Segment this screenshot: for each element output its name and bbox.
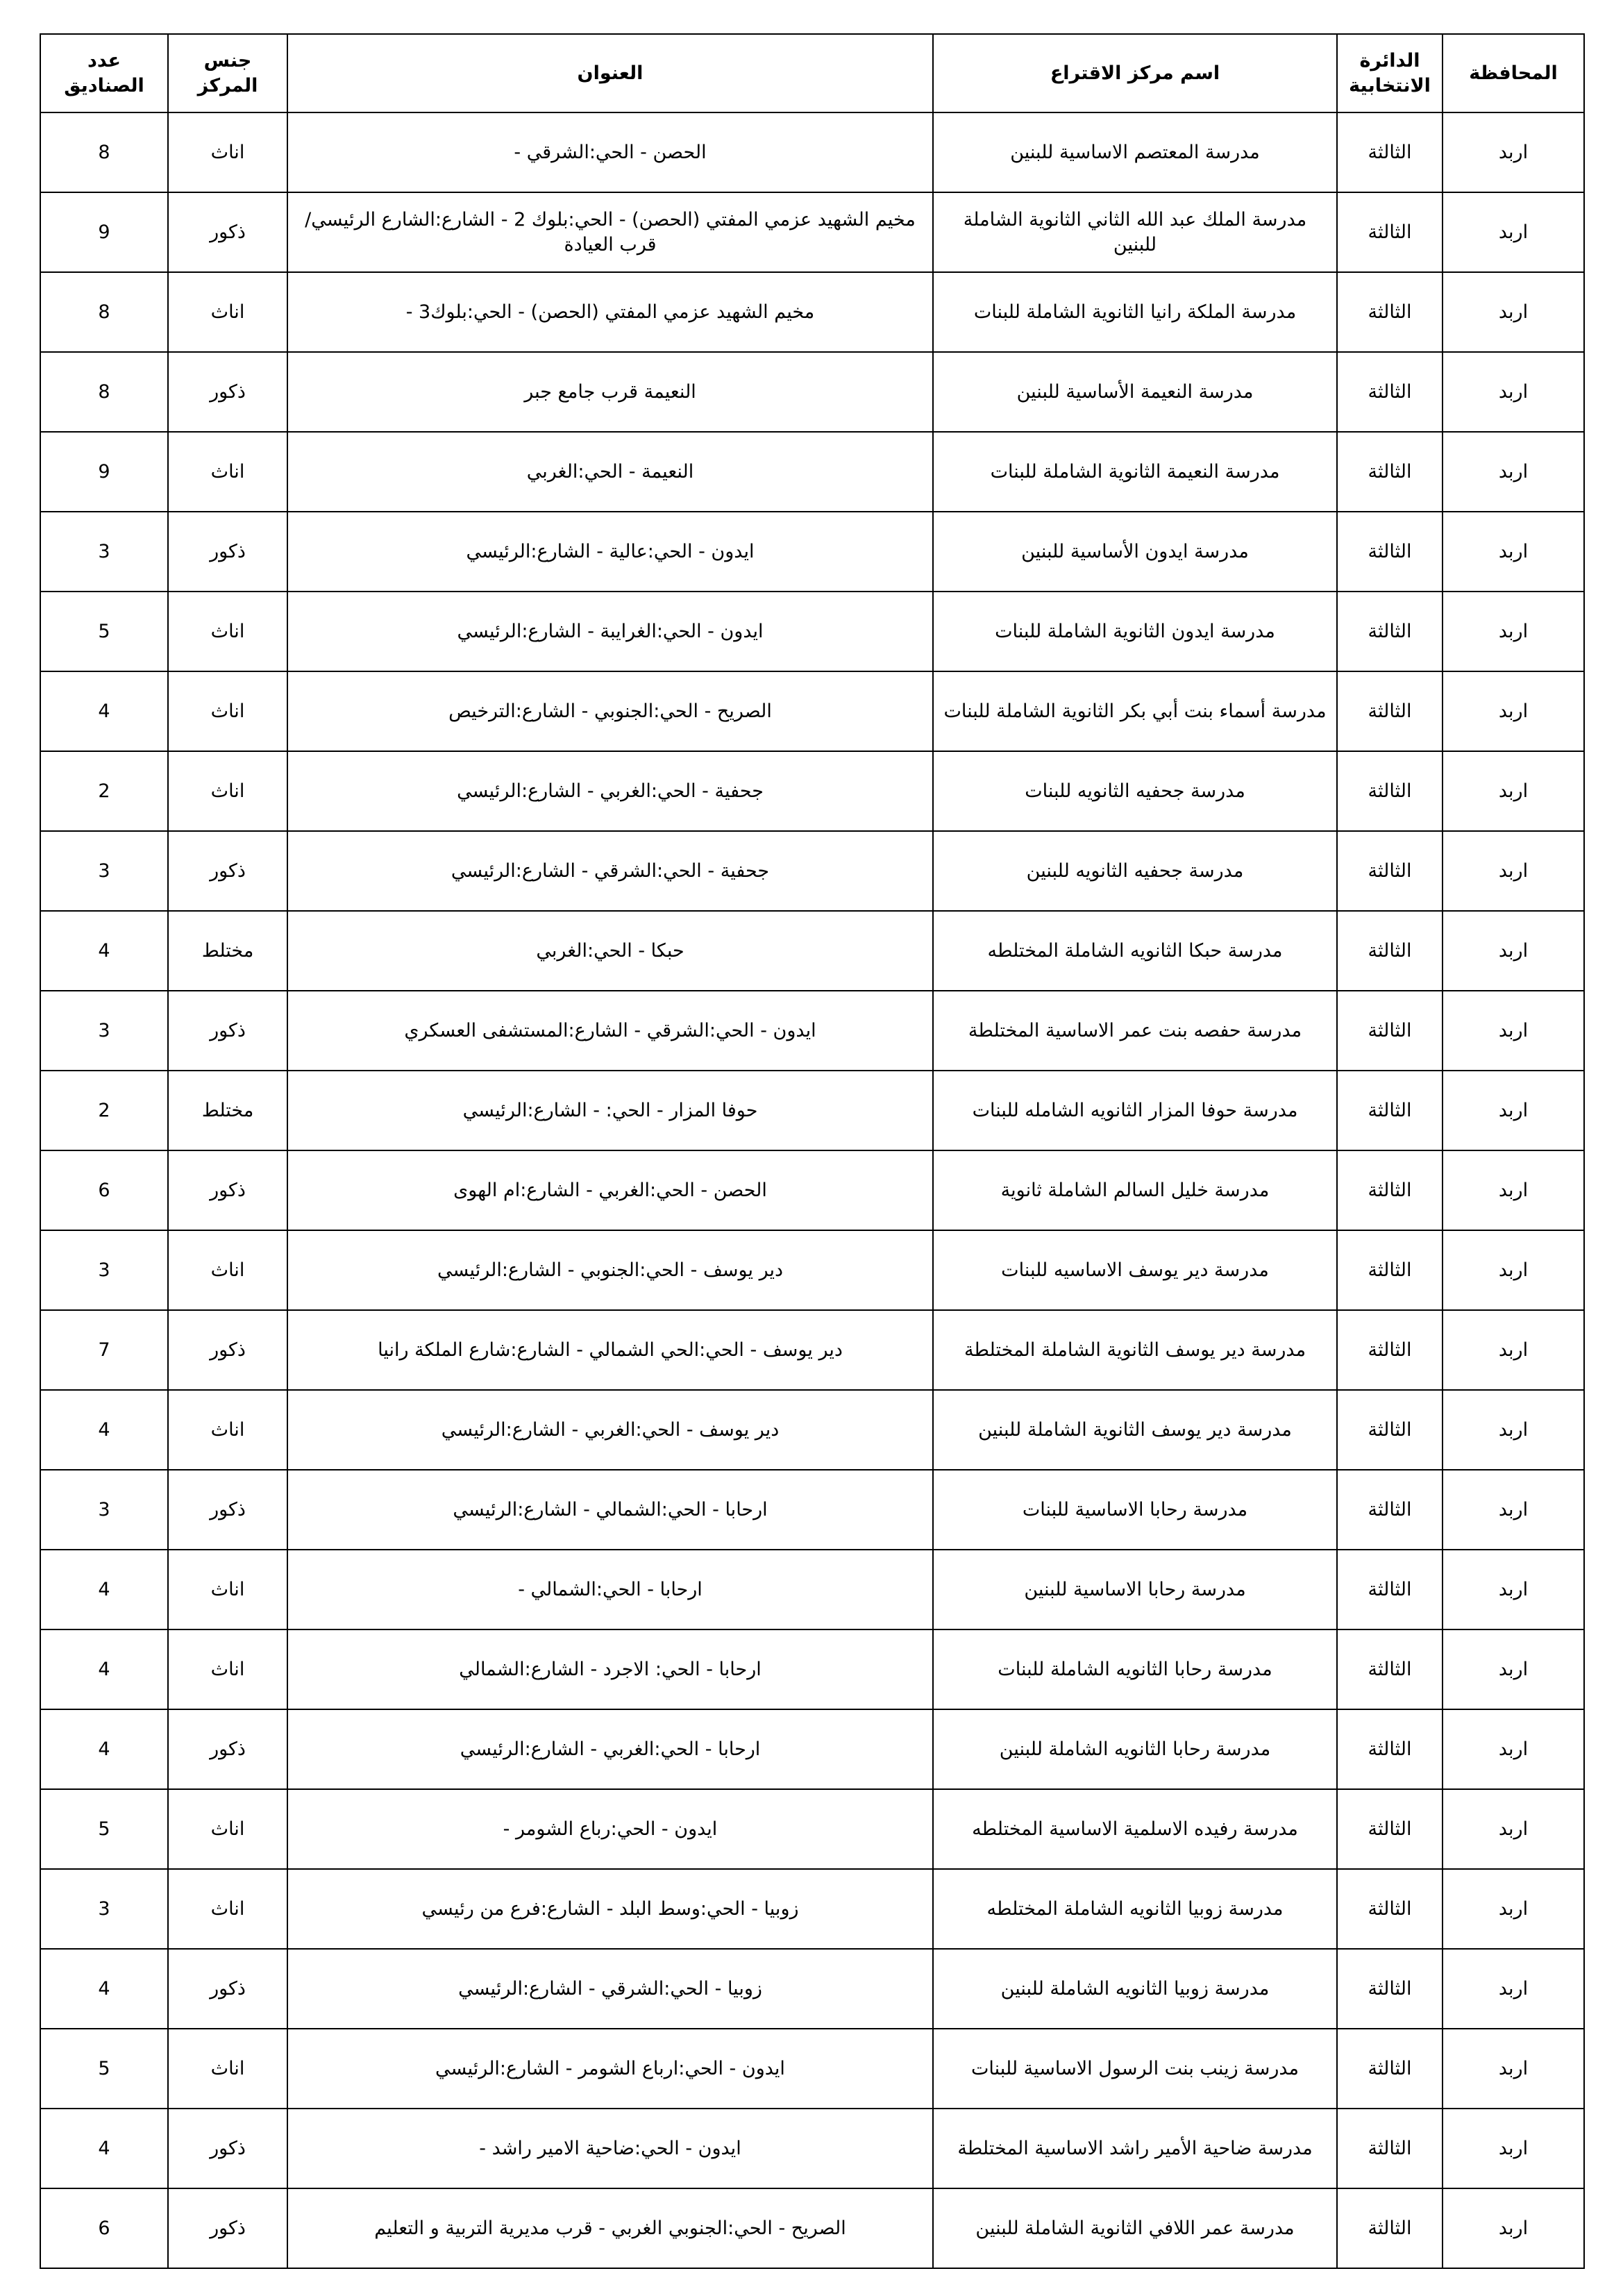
cell-address: دير يوسف - الحي:الحي الشمالي - الشارع:شارع الملكة رانيا — [287, 1310, 933, 1390]
cell-address: ايدون - الحي:الغرايبة - الشارع:الرئيسي — [287, 592, 933, 671]
table-row — [40, 831, 1584, 911]
cell-address: ايدون - الحي:ارباع الشومر - الشارع:الرئيسي — [287, 2029, 933, 2109]
cell-center-type: ذكور — [168, 1470, 287, 1550]
cell-address: الحصن - الحي:الغربي - الشارع:ام الهوى — [287, 1150, 933, 1230]
table-row — [40, 1869, 1584, 1949]
cell-center-name: مدرسة رحابا الاساسية للبنات — [933, 1470, 1337, 1550]
table-row — [40, 592, 1584, 671]
cell-center-name: مدرسة دير يوسف الثانوية الشاملة للبنين — [933, 1390, 1337, 1470]
cell-center-type: ذكور — [168, 991, 287, 1071]
cell-district: الثالثة — [1337, 2029, 1443, 2109]
cell-center-type: ذكور — [168, 1949, 287, 2029]
cell-box-count: 5 — [40, 592, 168, 671]
cell-box-count: 4 — [40, 1629, 168, 1709]
cell-center-name: مدرسة رحابا الاساسية للبنين — [933, 1550, 1337, 1629]
cell-center-type: اناث — [168, 272, 287, 352]
cell-district: الثالثة — [1337, 671, 1443, 751]
table-row — [40, 751, 1584, 831]
table-row — [40, 1470, 1584, 1550]
cell-governorate: اربد — [1443, 991, 1584, 1071]
cell-district: الثالثة — [1337, 432, 1443, 512]
cell-address: ايدون - الحي:الشرقي - الشارع:المستشفى العسكري — [287, 991, 933, 1071]
cell-box-count: 2 — [40, 1071, 168, 1150]
cell-center-type: ذكور — [168, 831, 287, 911]
cell-governorate: اربد — [1443, 831, 1584, 911]
cell-governorate: اربد — [1443, 1789, 1584, 1869]
cell-district: الثالثة — [1337, 991, 1443, 1071]
table-row — [40, 2109, 1584, 2188]
cell-district: الثالثة — [1337, 592, 1443, 671]
cell-address: جحفية - الحي:الغربي - الشارع:الرئيسي — [287, 751, 933, 831]
cell-district: الثالثة — [1337, 1390, 1443, 1470]
cell-governorate: اربد — [1443, 352, 1584, 432]
cell-district: الثالثة — [1337, 1310, 1443, 1390]
table-row — [40, 1949, 1584, 2029]
table-row — [40, 2029, 1584, 2109]
cell-center-name: مدرسة ضاحية الأمير راشد الاساسية المختلطة — [933, 2109, 1337, 2188]
cell-center-type: اناث — [168, 2029, 287, 2109]
header-center-name: اسم مركز الاقتراع — [933, 34, 1337, 112]
cell-governorate: اربد — [1443, 1709, 1584, 1789]
cell-address: مخيم الشهيد عزمي المفتي (الحصن) - الحي:بلوك 2 - الشارع:الشارع الرئيسي/ قرب العيادة — [287, 192, 933, 272]
cell-box-count: 4 — [40, 1949, 168, 2029]
cell-district: الثالثة — [1337, 1869, 1443, 1949]
cell-center-type: اناث — [168, 671, 287, 751]
cell-governorate: اربد — [1443, 512, 1584, 592]
cell-center-type: مختلط — [168, 1071, 287, 1150]
cell-box-count: 7 — [40, 1310, 168, 1390]
cell-governorate: اربد — [1443, 2188, 1584, 2268]
cell-district: الثالثة — [1337, 2188, 1443, 2268]
cell-address: ارحابا - الحي:الشمالي - — [287, 1550, 933, 1629]
cell-box-count: 4 — [40, 1390, 168, 1470]
table-row — [40, 512, 1584, 592]
cell-center-name: مدرسة جحفيه الثانويه للبنات — [933, 751, 1337, 831]
cell-district: الثالثة — [1337, 192, 1443, 272]
header-center-type: جنس المركز — [168, 34, 287, 112]
table-row — [40, 1150, 1584, 1230]
cell-address: حوفا المزار - الحي: - الشارع:الرئيسي — [287, 1071, 933, 1150]
cell-box-count: 9 — [40, 192, 168, 272]
cell-governorate: اربد — [1443, 1470, 1584, 1550]
cell-address: الصريح - الحي:الجنوبي الغربي - قرب مديرية التربية و التعليم — [287, 2188, 933, 2268]
cell-center-type: اناث — [168, 112, 287, 192]
cell-district: الثالثة — [1337, 1949, 1443, 2029]
cell-center-type: ذكور — [168, 2109, 287, 2188]
cell-center-type: ذكور — [168, 192, 287, 272]
table-row — [40, 1310, 1584, 1390]
cell-box-count: 4 — [40, 1550, 168, 1629]
cell-address: دير يوسف - الحي:الجنوبي - الشارع:الرئيسي — [287, 1230, 933, 1310]
cell-box-count: 9 — [40, 432, 168, 512]
cell-box-count: 8 — [40, 112, 168, 192]
cell-governorate: اربد — [1443, 432, 1584, 512]
cell-box-count: 5 — [40, 1789, 168, 1869]
cell-center-name: مدرسة زوبيا الثانويه الشاملة للبنين — [933, 1949, 1337, 2029]
cell-center-name: مدرسة رحابا الثانويه الشاملة للبنين — [933, 1709, 1337, 1789]
cell-address: ايدون - الحي:ضاحية الامير راشد - — [287, 2109, 933, 2188]
cell-box-count: 6 — [40, 1150, 168, 1230]
cell-governorate: اربد — [1443, 671, 1584, 751]
cell-governorate: اربد — [1443, 1150, 1584, 1230]
cell-center-type: ذكور — [168, 1310, 287, 1390]
table-row — [40, 192, 1584, 272]
cell-address: ايدون - الحي:عالية - الشارع:الرئيسي — [287, 512, 933, 592]
cell-center-name: مدرسة دير يوسف الاساسيه للبنات — [933, 1230, 1337, 1310]
cell-governorate: اربد — [1443, 1869, 1584, 1949]
cell-address: النعيمة - الحي:الغربي — [287, 432, 933, 512]
cell-governorate: اربد — [1443, 1949, 1584, 2029]
cell-center-name: مدرسة أسماء بنت أبي بكر الثانوية الشاملة للبنات — [933, 671, 1337, 751]
cell-address: الصريح - الحي:الجنوبي - الشارع:الترخيص — [287, 671, 933, 751]
table-row — [40, 112, 1584, 192]
cell-center-name: مدرسة النعيمة الثانوية الشاملة للبنات — [933, 432, 1337, 512]
header-governorate: المحافظة — [1443, 34, 1584, 112]
cell-district: الثالثة — [1337, 512, 1443, 592]
cell-district: الثالثة — [1337, 352, 1443, 432]
cell-box-count: 3 — [40, 991, 168, 1071]
cell-governorate: اربد — [1443, 1390, 1584, 1470]
cell-box-count: 3 — [40, 1230, 168, 1310]
cell-center-name: مدرسة المعتصم الاساسية للبنين — [933, 112, 1337, 192]
table-row — [40, 911, 1584, 991]
cell-district: الثالثة — [1337, 112, 1443, 192]
cell-address: ارحابا - الحي:الشمالي - الشارع:الرئيسي — [287, 1470, 933, 1550]
cell-governorate: اربد — [1443, 751, 1584, 831]
cell-box-count: 8 — [40, 272, 168, 352]
cell-center-type: اناث — [168, 1550, 287, 1629]
table-row — [40, 1789, 1584, 1869]
cell-center-type: اناث — [168, 751, 287, 831]
cell-governorate: اربد — [1443, 272, 1584, 352]
cell-district: الثالثة — [1337, 1470, 1443, 1550]
cell-center-type: اناث — [168, 1390, 287, 1470]
cell-center-name: مدرسة رفيده الاسلمية الاساسية المختلطه — [933, 1789, 1337, 1869]
table-row — [40, 1390, 1584, 1470]
cell-address: حبكا - الحي:الغربي — [287, 911, 933, 991]
table-row — [40, 1550, 1584, 1629]
cell-box-count: 3 — [40, 1869, 168, 1949]
cell-district: الثالثة — [1337, 911, 1443, 991]
cell-center-type: ذكور — [168, 352, 287, 432]
cell-district: الثالثة — [1337, 1230, 1443, 1310]
cell-box-count: 6 — [40, 2188, 168, 2268]
table-body — [40, 112, 1584, 2268]
table-row — [40, 352, 1584, 432]
table-row — [40, 2188, 1584, 2268]
cell-center-name: مدرسة خليل السالم الشاملة ثانوية — [933, 1150, 1337, 1230]
cell-district: الثالثة — [1337, 831, 1443, 911]
cell-district: الثالثة — [1337, 751, 1443, 831]
cell-box-count: 4 — [40, 2109, 168, 2188]
cell-center-name: مدرسة النعيمة الأساسية للبنين — [933, 352, 1337, 432]
table-row — [40, 1071, 1584, 1150]
cell-address: ارحابا - الحي: الاجرد - الشارع:الشمالي — [287, 1629, 933, 1709]
cell-center-name: مدرسة الملك عبد الله الثاني الثانوية الشاملة للبنين — [933, 192, 1337, 272]
cell-address: الحصن - الحي:الشرقي - — [287, 112, 933, 192]
cell-address: دير يوسف - الحي:الغربي - الشارع:الرئيسي — [287, 1390, 933, 1470]
cell-box-count: 4 — [40, 911, 168, 991]
cell-district: الثالثة — [1337, 1071, 1443, 1150]
table-row — [40, 671, 1584, 751]
cell-center-name: مدرسة زوبيا الثانويه الشاملة المختلطه — [933, 1869, 1337, 1949]
cell-center-name: مدرسة ايدون الثانوية الشاملة للبنات — [933, 592, 1337, 671]
cell-box-count: 5 — [40, 2029, 168, 2109]
cell-center-type: مختلط — [168, 911, 287, 991]
header-address: العنوان — [287, 34, 933, 112]
table-row — [40, 1230, 1584, 1310]
cell-governorate: اربد — [1443, 192, 1584, 272]
table-row — [40, 1709, 1584, 1789]
cell-center-type: اناث — [168, 1629, 287, 1709]
cell-district: الثالثة — [1337, 272, 1443, 352]
cell-district: الثالثة — [1337, 1789, 1443, 1869]
table-row — [40, 1629, 1584, 1709]
header-box-count: عدد الصناديق — [40, 34, 168, 112]
cell-center-type: اناث — [168, 1230, 287, 1310]
polling-centers-table — [40, 33, 1585, 2269]
cell-center-name: مدرسة الملكة رانيا الثانوية الشاملة للبنات — [933, 272, 1337, 352]
cell-district: الثالثة — [1337, 2109, 1443, 2188]
cell-center-name: مدرسة رحابا الثانويه الشاملة للبنات — [933, 1629, 1337, 1709]
cell-governorate: اربد — [1443, 1310, 1584, 1390]
cell-center-type: اناث — [168, 432, 287, 512]
cell-box-count: 3 — [40, 1470, 168, 1550]
cell-box-count: 8 — [40, 352, 168, 432]
cell-governorate: اربد — [1443, 1550, 1584, 1629]
cell-governorate: اربد — [1443, 911, 1584, 991]
cell-center-name: مدرسة جحفيه الثانويه للبنين — [933, 831, 1337, 911]
header-district: الدائرة الانتخابية — [1337, 34, 1443, 112]
cell-box-count: 3 — [40, 512, 168, 592]
cell-center-name: مدرسة حفصه بنت عمر الاساسية المختلطة — [933, 991, 1337, 1071]
cell-district: الثالثة — [1337, 1550, 1443, 1629]
cell-address: جحفية - الحي:الشرقي - الشارع:الرئيسي — [287, 831, 933, 911]
table-header-row — [40, 34, 1584, 112]
cell-center-name: مدرسة زينب بنت الرسول الاساسية للبنات — [933, 2029, 1337, 2109]
cell-governorate: اربد — [1443, 592, 1584, 671]
cell-center-type: اناث — [168, 1789, 287, 1869]
cell-box-count: 4 — [40, 671, 168, 751]
cell-center-type: ذكور — [168, 512, 287, 592]
cell-box-count: 3 — [40, 831, 168, 911]
cell-center-name: مدرسة دير يوسف الثانوية الشاملة المختلطة — [933, 1310, 1337, 1390]
cell-governorate: اربد — [1443, 1230, 1584, 1310]
table-row — [40, 432, 1584, 512]
cell-center-name: مدرسة ايدون الأساسية للبنين — [933, 512, 1337, 592]
table-row — [40, 272, 1584, 352]
cell-address: ارحابا - الحي:الغربي - الشارع:الرئيسي — [287, 1709, 933, 1789]
cell-center-name: مدرسة عمر اللافي الثانوية الشاملة للبنين — [933, 2188, 1337, 2268]
cell-address: النعيمة قرب جامع جبر — [287, 352, 933, 432]
cell-box-count: 4 — [40, 1709, 168, 1789]
cell-center-type: ذكور — [168, 1709, 287, 1789]
cell-address: ايدون - الحي:رباع الشومر - — [287, 1789, 933, 1869]
cell-district: الثالثة — [1337, 1150, 1443, 1230]
cell-governorate: اربد — [1443, 1629, 1584, 1709]
cell-governorate: اربد — [1443, 1071, 1584, 1150]
cell-governorate: اربد — [1443, 2029, 1584, 2109]
cell-address: زوبيا - الحي:وسط البلد - الشارع:فرع من رئيسي — [287, 1869, 933, 1949]
table-row — [40, 991, 1584, 1071]
cell-center-type: ذكور — [168, 1150, 287, 1230]
cell-address: زوبيا - الحي:الشرقي - الشارع:الرئيسي — [287, 1949, 933, 2029]
cell-address: مخيم الشهيد عزمي المفتي (الحصن) - الحي:بلوك3 - — [287, 272, 933, 352]
cell-district: الثالثة — [1337, 1709, 1443, 1789]
cell-center-name: مدرسة حبكا الثانويه الشاملة المختلطه — [933, 911, 1337, 991]
cell-governorate: اربد — [1443, 112, 1584, 192]
cell-box-count: 2 — [40, 751, 168, 831]
cell-center-type: اناث — [168, 1869, 287, 1949]
cell-center-type: اناث — [168, 592, 287, 671]
cell-district: الثالثة — [1337, 1629, 1443, 1709]
cell-governorate: اربد — [1443, 2109, 1584, 2188]
cell-center-type: ذكور — [168, 2188, 287, 2268]
cell-center-name: مدرسة حوفا المزار الثانويه الشامله للبنات — [933, 1071, 1337, 1150]
